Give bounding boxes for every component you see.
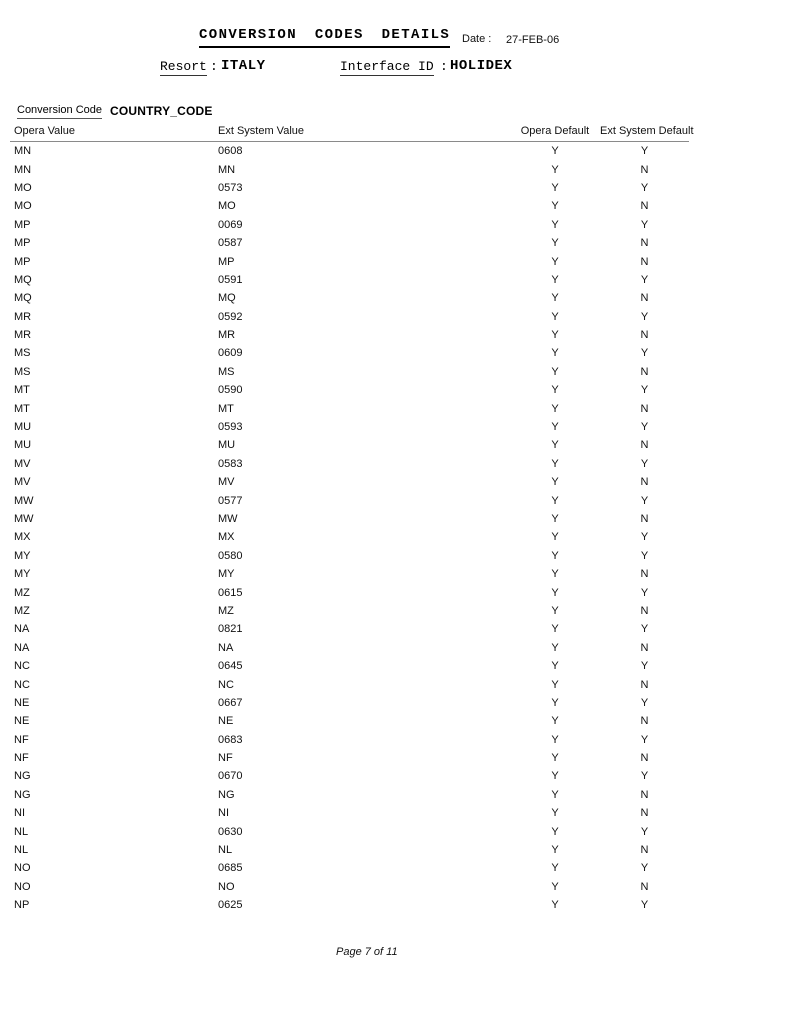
cell-ext-system-value: NL xyxy=(218,844,233,857)
cell-opera-default: Y xyxy=(551,402,559,415)
cell-opera-value: MP xyxy=(14,218,31,231)
conversion-codes-table-wrap xyxy=(10,123,694,914)
table-row xyxy=(10,179,689,197)
table-row xyxy=(10,473,689,491)
cell-opera-default: Y xyxy=(551,568,559,581)
cell-opera-value: NF xyxy=(14,733,29,746)
cell-opera-default: Y xyxy=(551,292,559,305)
cell-ext-system-default: N xyxy=(640,255,649,268)
interface-id-label: Interface ID xyxy=(340,59,434,74)
table-header-row xyxy=(10,123,689,142)
cell-ext-system-value: NA xyxy=(218,641,234,654)
cell-opera-value: NE xyxy=(14,696,30,709)
table-row xyxy=(10,583,689,601)
cell-ext-system-value: MY xyxy=(218,568,235,581)
cell-opera-value: MQ xyxy=(14,292,32,305)
page-footer: Page 7 of 11 xyxy=(336,946,398,958)
cell-opera-default: Y xyxy=(551,586,559,599)
cell-ext-system-value: 0590 xyxy=(218,384,243,397)
cell-opera-value: MV xyxy=(14,476,31,489)
cell-opera-value: NA xyxy=(14,641,30,654)
cell-opera-value: NC xyxy=(14,678,30,691)
table-row xyxy=(10,712,689,730)
cell-ext-system-default: Y xyxy=(640,421,649,434)
table-row xyxy=(10,510,689,528)
table-row xyxy=(10,731,689,749)
cell-ext-system-value: MW xyxy=(218,513,238,525)
cell-opera-default: Y xyxy=(551,365,559,378)
table-row xyxy=(10,326,689,344)
cell-opera-value: MX xyxy=(14,531,31,544)
cell-ext-system-value: NF xyxy=(218,752,233,765)
table-row xyxy=(10,547,689,565)
cell-ext-system-default: Y xyxy=(640,899,649,912)
cell-ext-system-value: 0625 xyxy=(218,899,243,912)
cell-opera-default: Y xyxy=(551,825,559,838)
cell-ext-system-value: 0683 xyxy=(218,733,243,746)
table-row xyxy=(10,197,689,215)
cell-ext-system-default: N xyxy=(640,163,649,176)
table-row xyxy=(10,418,689,436)
cell-ext-system-value: MT xyxy=(218,402,234,415)
table-row xyxy=(10,399,689,417)
page-title: CONVERSION CODES DETAILS xyxy=(199,28,450,48)
table-row xyxy=(10,252,689,270)
table-row xyxy=(10,271,689,289)
cell-ext-system-default: N xyxy=(640,788,649,801)
cell-ext-system-value: MS xyxy=(218,365,235,378)
cell-ext-system-value: 0685 xyxy=(218,862,243,875)
cell-ext-system-default: Y xyxy=(640,825,649,838)
cell-opera-default: Y xyxy=(551,715,559,728)
table-row xyxy=(10,804,689,822)
cell-ext-system-default: N xyxy=(640,715,649,728)
table-row xyxy=(10,657,689,675)
cell-ext-system-value: 0069 xyxy=(218,218,243,231)
table-row xyxy=(10,455,689,473)
cell-ext-system-default: Y xyxy=(640,181,649,194)
cell-opera-default: Y xyxy=(551,273,559,286)
cell-ext-system-default: Y xyxy=(640,384,649,397)
cell-ext-system-value: MZ xyxy=(218,604,234,617)
cell-ext-system-default: Y xyxy=(640,457,649,470)
table-row xyxy=(10,859,689,877)
cell-ext-system-default: Y xyxy=(640,862,649,875)
cell-ext-system-default: Y xyxy=(640,273,649,286)
cell-opera-default: Y xyxy=(551,384,559,397)
cell-opera-value: NI xyxy=(14,807,25,820)
cell-opera-value: NE xyxy=(14,715,30,728)
cell-opera-default: Y xyxy=(551,880,559,893)
cell-opera-default: Y xyxy=(551,255,559,268)
cell-opera-value: MW xyxy=(14,513,34,525)
cell-opera-value: MY xyxy=(14,549,31,562)
resort-separator: : xyxy=(210,59,218,74)
table-row xyxy=(10,620,689,638)
cell-opera-default: Y xyxy=(551,347,559,360)
cell-opera-value: NL xyxy=(14,844,29,857)
cell-ext-system-value: 0573 xyxy=(218,181,243,194)
cell-opera-value: NG xyxy=(14,788,31,801)
interface-id-value: HOLIDEX xyxy=(450,58,513,74)
cell-opera-default: Y xyxy=(551,181,559,194)
cell-ext-system-value: MX xyxy=(218,531,235,544)
cell-opera-default: Y xyxy=(551,421,559,434)
cell-ext-system-default: N xyxy=(640,476,649,489)
table-row xyxy=(10,767,689,785)
cell-ext-system-value: NC xyxy=(218,678,234,691)
cell-opera-default: Y xyxy=(551,457,559,470)
cell-ext-system-default: Y xyxy=(640,531,649,544)
cell-ext-system-default: N xyxy=(640,329,649,342)
cell-opera-default: Y xyxy=(551,604,559,617)
cell-opera-default: Y xyxy=(551,163,559,176)
column-header-ext-system-value: Ext System Value xyxy=(218,123,510,142)
cell-ext-system-value: MN xyxy=(218,163,236,176)
cell-opera-default: Y xyxy=(551,310,559,323)
cell-opera-value: MZ xyxy=(14,586,30,599)
table-row xyxy=(10,896,689,914)
cell-opera-value: MU xyxy=(14,421,32,434)
table-row xyxy=(10,841,689,859)
cell-opera-value: MT xyxy=(14,402,30,415)
conversion-code-label: Conversion Code xyxy=(17,104,102,119)
cell-ext-system-default: Y xyxy=(640,586,649,599)
cell-opera-default: Y xyxy=(551,862,559,875)
table-row xyxy=(10,565,689,583)
cell-opera-value: NC xyxy=(14,660,30,673)
cell-opera-default: Y xyxy=(551,678,559,691)
cell-opera-value: NA xyxy=(14,623,30,636)
cell-ext-system-value: 0667 xyxy=(218,696,243,709)
cell-opera-value: MS xyxy=(14,347,31,360)
cell-opera-value: MS xyxy=(14,365,31,378)
table-body xyxy=(10,142,689,915)
cell-ext-system-value: 0615 xyxy=(218,586,243,599)
cell-ext-system-value: NI xyxy=(218,807,229,820)
cell-opera-default: Y xyxy=(551,623,559,636)
table-row xyxy=(10,436,689,454)
cell-ext-system-default: N xyxy=(640,237,649,250)
cell-ext-system-default: Y xyxy=(640,494,649,507)
cell-opera-default: Y xyxy=(551,696,559,709)
cell-opera-value: MP xyxy=(14,237,31,250)
cell-ext-system-default: N xyxy=(640,604,649,617)
table-row xyxy=(10,344,689,362)
cell-opera-value: MO xyxy=(14,200,32,213)
cell-opera-value: MV xyxy=(14,457,31,470)
resort-label: Resort xyxy=(160,59,207,74)
cell-opera-default: Y xyxy=(551,549,559,562)
cell-ext-system-default: N xyxy=(640,752,649,765)
cell-ext-system-default: N xyxy=(640,513,649,525)
cell-ext-system-default: Y xyxy=(640,347,649,360)
cell-opera-default: Y xyxy=(551,494,559,507)
conversion-codes-table xyxy=(10,123,694,914)
cell-ext-system-value: 0591 xyxy=(218,273,243,286)
table-row xyxy=(10,160,689,178)
cell-ext-system-default: Y xyxy=(640,770,649,783)
cell-ext-system-default: N xyxy=(640,568,649,581)
cell-opera-default: Y xyxy=(551,899,559,912)
cell-opera-default: Y xyxy=(551,145,559,158)
cell-ext-system-default: N xyxy=(640,365,649,378)
cell-opera-default: Y xyxy=(551,788,559,801)
table-row xyxy=(10,142,689,161)
interface-id-separator: : xyxy=(440,59,448,74)
cell-ext-system-default: N xyxy=(640,439,649,452)
cell-ext-system-value: MP xyxy=(218,255,235,268)
cell-opera-value: NL xyxy=(14,825,29,838)
cell-ext-system-default: N xyxy=(640,292,649,305)
cell-opera-value: MP xyxy=(14,255,31,268)
table-row xyxy=(10,234,689,252)
cell-ext-system-value: 0583 xyxy=(218,457,243,470)
cell-ext-system-default: Y xyxy=(640,218,649,231)
cell-opera-value: NO xyxy=(14,862,31,875)
table-row xyxy=(10,528,689,546)
cell-opera-default: Y xyxy=(551,660,559,673)
cell-ext-system-value: MV xyxy=(218,476,235,489)
cell-ext-system-value: 0609 xyxy=(218,347,243,360)
table-row xyxy=(10,639,689,657)
column-header-opera-value: Opera Value xyxy=(10,123,218,142)
table-row xyxy=(10,749,689,767)
cell-opera-value: MY xyxy=(14,568,31,581)
cell-ext-system-default: N xyxy=(640,678,649,691)
cell-opera-value: NO xyxy=(14,880,31,893)
cell-ext-system-default: Y xyxy=(640,696,649,709)
cell-opera-default: Y xyxy=(551,844,559,857)
table-row xyxy=(10,216,689,234)
cell-ext-system-value: MQ xyxy=(218,292,236,305)
table-row xyxy=(10,289,689,307)
cell-ext-system-value: 0608 xyxy=(218,145,243,158)
date-value: 27-FEB-06 xyxy=(506,34,560,46)
cell-ext-system-value: 0580 xyxy=(218,549,243,562)
cell-opera-default: Y xyxy=(551,733,559,746)
cell-opera-default: Y xyxy=(551,513,559,525)
conversion-code-value: COUNTRY_CODE xyxy=(110,104,213,118)
cell-ext-system-value: 0577 xyxy=(218,494,243,507)
cell-ext-system-value: 0587 xyxy=(218,237,243,250)
table-row xyxy=(10,308,689,326)
cell-ext-system-default: Y xyxy=(640,310,649,323)
cell-ext-system-value: 0645 xyxy=(218,660,243,673)
cell-opera-value: NP xyxy=(14,899,30,912)
cell-opera-value: NF xyxy=(14,752,29,765)
cell-opera-default: Y xyxy=(551,641,559,654)
cell-opera-value: MZ xyxy=(14,604,30,617)
cell-ext-system-default: N xyxy=(640,880,649,893)
cell-ext-system-default: Y xyxy=(640,733,649,746)
cell-opera-value: MU xyxy=(14,439,32,452)
cell-opera-value: MN xyxy=(14,145,32,158)
cell-opera-value: MR xyxy=(14,329,32,342)
cell-ext-system-value: MU xyxy=(218,439,236,452)
column-header-opera-default: Opera Default xyxy=(510,123,600,142)
cell-opera-default: Y xyxy=(551,476,559,489)
cell-ext-system-value: NG xyxy=(218,788,235,801)
table-row xyxy=(10,786,689,804)
cell-opera-value: MN xyxy=(14,163,32,176)
cell-opera-value: MT xyxy=(14,384,30,397)
cell-ext-system-value: NE xyxy=(218,715,234,728)
cell-ext-system-value: 0593 xyxy=(218,421,243,434)
cell-opera-default: Y xyxy=(551,329,559,342)
cell-ext-system-default: Y xyxy=(640,623,649,636)
cell-opera-default: Y xyxy=(551,531,559,544)
cell-ext-system-default: Y xyxy=(640,549,649,562)
cell-opera-value: NG xyxy=(14,770,31,783)
table-row xyxy=(10,878,689,896)
cell-opera-default: Y xyxy=(551,237,559,250)
date-label: Date : xyxy=(462,33,492,45)
table-row xyxy=(10,822,689,840)
cell-opera-default: Y xyxy=(551,200,559,213)
cell-opera-default: Y xyxy=(551,439,559,452)
cell-opera-default: Y xyxy=(551,218,559,231)
table-row xyxy=(10,694,689,712)
cell-ext-system-default: N xyxy=(640,200,649,213)
cell-ext-system-value: 0630 xyxy=(218,825,243,838)
cell-ext-system-value: 0592 xyxy=(218,310,243,323)
cell-ext-system-value: NO xyxy=(218,880,235,893)
resort-value: ITALY xyxy=(221,58,266,74)
cell-opera-default: Y xyxy=(551,770,559,783)
cell-ext-system-default: N xyxy=(640,844,649,857)
cell-ext-system-default: Y xyxy=(640,145,649,158)
cell-ext-system-value: 0670 xyxy=(218,770,243,783)
table-row xyxy=(10,381,689,399)
cell-opera-default: Y xyxy=(551,807,559,820)
table-row xyxy=(10,491,689,509)
column-header-ext-system-default: Ext System Default xyxy=(600,123,689,142)
cell-ext-system-value: MO xyxy=(218,200,236,213)
cell-ext-system-value: 0821 xyxy=(218,623,243,636)
cell-ext-system-default: N xyxy=(640,807,649,820)
cell-ext-system-default: N xyxy=(640,402,649,415)
table-row xyxy=(10,363,689,381)
cell-ext-system-default: Y xyxy=(640,660,649,673)
cell-opera-default: Y xyxy=(551,752,559,765)
cell-ext-system-value: MR xyxy=(218,329,236,342)
table-row xyxy=(10,602,689,620)
cell-opera-value: MW xyxy=(14,494,34,507)
cell-ext-system-default: N xyxy=(640,641,649,654)
table-row xyxy=(10,675,689,693)
cell-opera-value: MO xyxy=(14,181,32,194)
cell-opera-value: MR xyxy=(14,310,32,323)
cell-opera-value: MQ xyxy=(14,273,32,286)
